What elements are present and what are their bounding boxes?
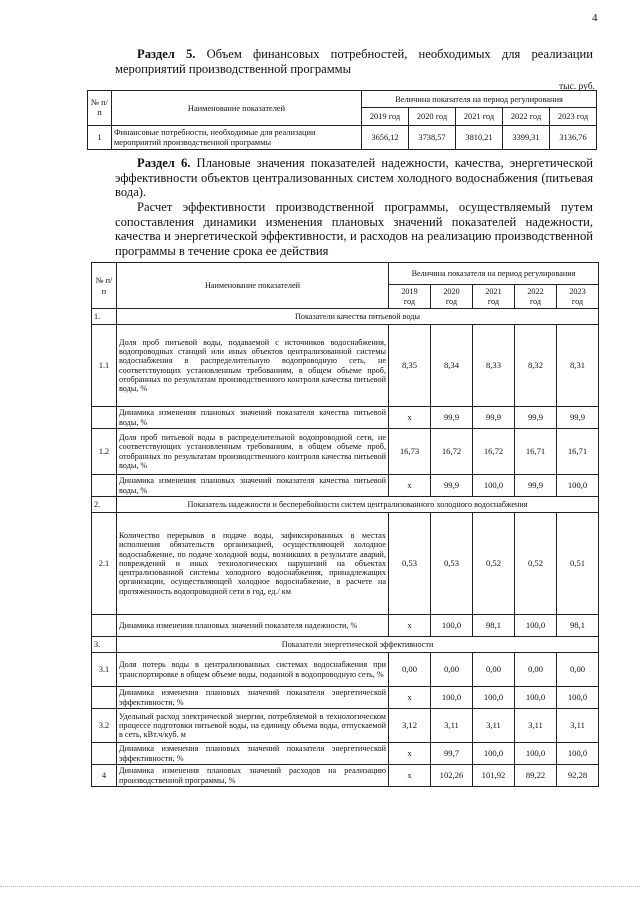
year-word: год	[529, 296, 542, 306]
value-cell: 0,52	[515, 513, 557, 615]
section6-col-period: Величина показателя на период регулирования	[389, 263, 599, 285]
table-row	[92, 709, 599, 743]
section6-title: Плановые значения показателей надежности, качества, энергетической эффективности объектов централизованных систем холодного водоснабжения (питьевая вода).	[115, 156, 593, 199]
row-number: 4	[92, 765, 117, 787]
row-name: Финансовые потребности, необходимые для реализации мероприятий производственной программы	[112, 126, 362, 150]
year-value: 2021	[485, 287, 502, 297]
value-cell: 99,9	[431, 475, 473, 497]
value-cell: 0,00	[389, 653, 431, 687]
row-name: Количество перерывов в подаче воды, зафиксированных в местах исполнения обязательств организацией, осуществляющей холодное водоснабжение, по подаче холодной воды, возникших в результате аварий, повреждений и иных технологических нарушений на объектах централизованной системы холодного водоснабжения, принадлежащих организации, осуществляющей холодное водоснабжение, в расчете на протяженность водопроводной сети в год, ед./ км	[117, 513, 389, 615]
section5-col-name: Наименование показателей	[112, 91, 362, 126]
row-name: Динамика изменения плановых значений показателя энергетической эффективности, %	[117, 743, 389, 765]
table-row	[92, 407, 599, 429]
value-cell: 99,9	[515, 407, 557, 429]
section6-year-header	[557, 285, 599, 309]
value-cell: 0,53	[431, 513, 473, 615]
value-cell: 0,00	[515, 653, 557, 687]
value-cell: 0,52	[473, 513, 515, 615]
row-name: Доля проб питьевой воды, подаваемой с источников водоснабжения, водопроводных станций или иных объектов централизованной системы водоснабжения в распределительную водопроводную сеть, не соответствующих установленным требованиям, в общем объеме проб, отобранных по результатам производственного контроля качества питьевой воды, %	[117, 325, 389, 407]
year-value: 2020	[443, 287, 460, 297]
section5-unit: тыс. руб.	[559, 82, 595, 92]
value-cell: 102,26	[431, 765, 473, 787]
value-cell: 100,0	[431, 615, 473, 637]
section6-year-header	[389, 285, 431, 309]
value-cell: 100,0	[515, 743, 557, 765]
row-number: 1.2	[92, 429, 117, 475]
value-cell: 16,73	[389, 429, 431, 475]
section5-year: 2019 год	[362, 108, 409, 126]
year-value: 2022	[527, 287, 544, 297]
section5-table	[87, 90, 597, 150]
value-cell: 0,53	[389, 513, 431, 615]
value-cell: 99,9	[515, 475, 557, 497]
group-title: Показатели качества питьевой воды	[117, 309, 599, 325]
year-value: 2019	[401, 287, 418, 297]
year-word: год	[403, 296, 416, 306]
year-word: год	[571, 296, 584, 306]
section5-col-no: № п/ п	[88, 91, 112, 126]
value-cell: 16,72	[431, 429, 473, 475]
table-row	[92, 325, 599, 407]
value-cell: 8,33	[473, 325, 515, 407]
value-cell: 92,28	[557, 765, 599, 787]
value-cell: х	[389, 615, 431, 637]
table-row	[92, 429, 599, 475]
row-name: Доля проб питьевой воды в распределительной водопроводной сети, не соответствующих установленным требованиям, в общем объеме проб, отобранных по результатам производственного контроля качества питьевой воды, %	[117, 429, 389, 475]
value-cell: 3,11	[557, 709, 599, 743]
value-cell: 16,71	[515, 429, 557, 475]
group-number: 2.	[92, 497, 117, 513]
value-cell: 16,72	[473, 429, 515, 475]
value-cell: 8,35	[389, 325, 431, 407]
row-number	[92, 407, 117, 429]
value-cell: 0,00	[431, 653, 473, 687]
value-cell: 99,9	[557, 407, 599, 429]
value-cell: 3399,31	[503, 126, 550, 150]
value-cell: 98,1	[557, 615, 599, 637]
row-number	[92, 615, 117, 637]
value-cell: х	[389, 475, 431, 497]
row-number	[92, 687, 117, 709]
value-cell: 99,9	[431, 407, 473, 429]
section5-col-period: Величина показателя на период регулирования	[362, 91, 597, 108]
table-row	[92, 743, 599, 765]
value-cell: 100,0	[515, 615, 557, 637]
year-word: год	[487, 296, 500, 306]
year-word: год	[445, 296, 458, 306]
value-cell: 8,34	[431, 325, 473, 407]
section6-year-header	[473, 285, 515, 309]
section6-paragraph: Расчет эффективности производственной программы, осуществляемый путем сопоставления динамики изменения плановых значений показателей надежности, качества и энергетической эффективности, и расходов на реализацию производственной программы в течение срока ее действия	[115, 200, 593, 258]
group-row	[92, 309, 599, 325]
section5-year: 2020 год	[409, 108, 456, 126]
value-cell: х	[389, 687, 431, 709]
section5-year: 2023 год	[550, 108, 597, 126]
table-row	[88, 126, 597, 150]
value-cell: 100,0	[557, 475, 599, 497]
section5-label: Раздел 5.	[137, 47, 196, 61]
value-cell: 3738,57	[409, 126, 456, 150]
value-cell: 0,51	[557, 513, 599, 615]
section6-table	[91, 262, 599, 787]
row-number: 2.1	[92, 513, 117, 615]
row-number	[92, 743, 117, 765]
value-cell: 8,32	[515, 325, 557, 407]
row-number	[92, 475, 117, 497]
value-cell: 100,0	[431, 687, 473, 709]
value-cell: 3,11	[473, 709, 515, 743]
value-cell: 3656,12	[362, 126, 409, 150]
row-name: Динамика изменения плановых значений показателя качества питьевой воды, %	[117, 407, 389, 429]
row-name: Удельный расход электрической энергии, потребляемой в технологическом процессе подготовки питьевой воды, на единицу объема воды, отпускаемой в сеть, кВт.ч/куб. м	[117, 709, 389, 743]
value-cell: х	[389, 743, 431, 765]
value-cell: 89,22	[515, 765, 557, 787]
section5-title: Объем финансовых потребностей, необходимых для реализации мероприятий производственной программы	[115, 47, 593, 76]
table-row	[92, 765, 599, 787]
value-cell: х	[389, 765, 431, 787]
page-number: 4	[592, 12, 598, 24]
group-title: Показатели энергетической эффективности	[117, 637, 599, 653]
row-number: 3.1	[92, 653, 117, 687]
section5-year: 2021 год	[456, 108, 503, 126]
row-name: Динамика изменения плановых значений показателя энергетической эффективности, %	[117, 687, 389, 709]
value-cell: 3810,21	[456, 126, 503, 150]
value-cell: 98,1	[473, 615, 515, 637]
section6-heading	[115, 156, 593, 200]
row-name: Динамика изменения плановых значений расходов на реализацию производственной программы, %	[117, 765, 389, 787]
section6-year-header	[431, 285, 473, 309]
value-cell: 3,12	[389, 709, 431, 743]
section6-year-header	[515, 285, 557, 309]
row-name: Динамика изменения плановых значений показателя качества питьевой воды, %	[117, 475, 389, 497]
value-cell: 16,71	[557, 429, 599, 475]
section5-heading	[115, 47, 593, 76]
group-number: 1.	[92, 309, 117, 325]
table-row	[92, 687, 599, 709]
value-cell: 100,0	[557, 743, 599, 765]
value-cell: х	[389, 407, 431, 429]
value-cell: 100,0	[473, 687, 515, 709]
table-row	[92, 615, 599, 637]
value-cell: 101,92	[473, 765, 515, 787]
section6-label: Раздел 6.	[137, 156, 191, 170]
value-cell: 3136,76	[550, 126, 597, 150]
year-value: 2023	[569, 287, 586, 297]
value-cell: 100,0	[473, 475, 515, 497]
value-cell: 0,00	[557, 653, 599, 687]
page-bottom-edge	[0, 886, 640, 887]
section6-col-no: № п/ п	[92, 263, 117, 309]
group-row	[92, 637, 599, 653]
row-name: Доля потерь воды в централизованных системах водоснабжения при транспортировке в общем объеме воды, поданной в водопроводную сеть, %	[117, 653, 389, 687]
value-cell: 100,0	[473, 743, 515, 765]
value-cell: 3,11	[431, 709, 473, 743]
row-number: 1.1	[92, 325, 117, 407]
value-cell: 3,11	[515, 709, 557, 743]
row-number: 3.2	[92, 709, 117, 743]
value-cell: 100,0	[515, 687, 557, 709]
section6-col-name: Наименование показателей	[117, 263, 389, 309]
value-cell: 100,0	[557, 687, 599, 709]
table-row	[92, 475, 599, 497]
value-cell: 99,7	[431, 743, 473, 765]
group-row	[92, 497, 599, 513]
section5-year: 2022 год	[503, 108, 550, 126]
table-row	[92, 653, 599, 687]
value-cell: 8,31	[557, 325, 599, 407]
value-cell: 0,00	[473, 653, 515, 687]
value-cell: 99,9	[473, 407, 515, 429]
row-number: 1	[88, 126, 112, 150]
group-title: Показатель надежности и бесперебойности систем централизованного холодного водоснабжения	[117, 497, 599, 513]
table-row	[92, 513, 599, 615]
group-number: 3.	[92, 637, 117, 653]
row-name: Динамика изменения плановых значений показателя надежности, %	[117, 615, 389, 637]
